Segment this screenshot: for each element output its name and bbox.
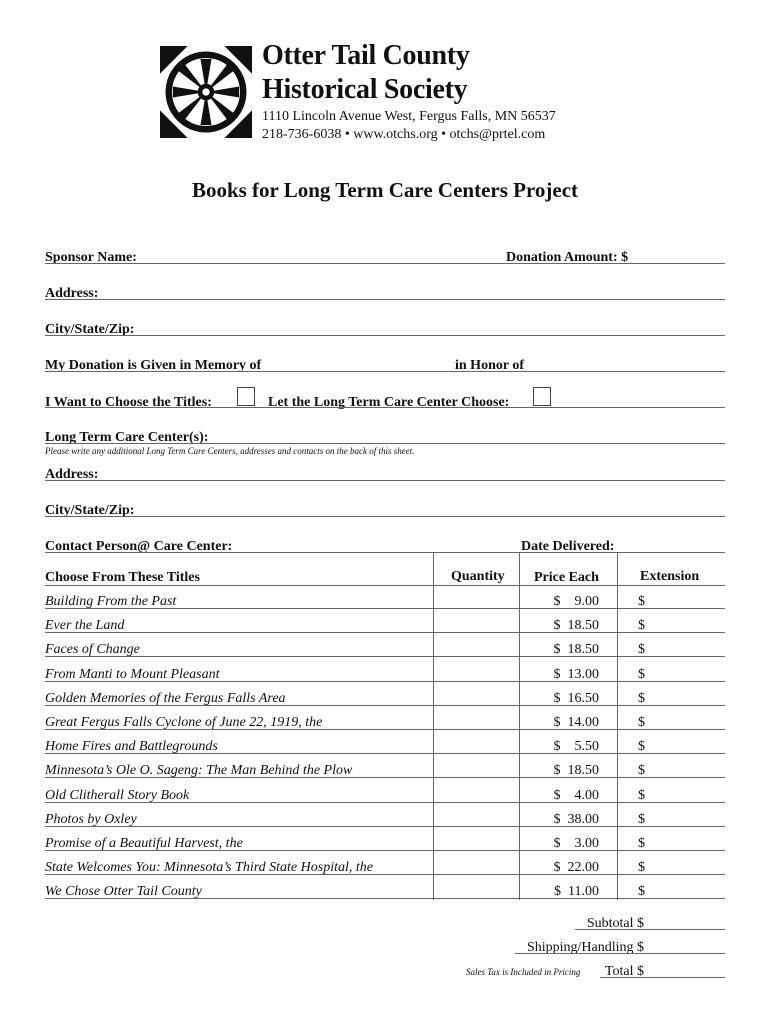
book-title: Old Clitherall Story Book <box>45 788 190 803</box>
memory-honor-field[interactable] <box>45 371 725 372</box>
book-price: $ 14.00 <box>553 715 599 730</box>
memory-label: My Donation is Given in Memory of <box>45 358 262 373</box>
col-header-price: Price Each <box>534 570 599 585</box>
subtotal-label: Subtotal $ <box>586 916 644 931</box>
table-row-divider <box>45 898 725 899</box>
quantity-cell[interactable] <box>434 713 519 733</box>
let-center-choose-label: Let the Long Term Care Center Choose: <box>268 395 510 410</box>
care-centers-note: Please write any additional Long Term Care Centers, addresses and contacts on the back of this sheet. <box>45 446 415 456</box>
choose-titles-checkbox[interactable] <box>237 387 255 406</box>
col-header-extension: Extension <box>640 569 700 584</box>
book-price: $ 13.00 <box>553 667 599 682</box>
book-title: Faces of Change <box>45 642 140 657</box>
table-row-divider <box>45 608 725 609</box>
book-price: $ 22.00 <box>553 860 599 875</box>
care-centers-label: Long Term Care Center(s): <box>45 430 209 445</box>
book-title: Home Fires and Battlegrounds <box>45 739 218 754</box>
page-title: Books for Long Term Care Centers Project <box>191 178 579 202</box>
total-field[interactable] <box>600 977 725 978</box>
table-header-divider <box>45 585 725 586</box>
table-row-divider <box>45 705 725 706</box>
extension-cell[interactable]: $ <box>638 788 645 803</box>
book-title: Golden Memories of the Fergus Falls Area <box>45 691 286 706</box>
book-price: $ 3.00 <box>553 836 599 851</box>
table-row-divider <box>45 681 725 682</box>
table-row-divider <box>45 656 725 657</box>
org-name-line2: Historical Society <box>262 74 468 105</box>
sales-tax-note: Sales Tax is Included in Pricing <box>466 967 581 977</box>
table-row-divider <box>45 753 725 754</box>
quantity-cell[interactable] <box>434 616 519 636</box>
address-field[interactable] <box>45 299 725 300</box>
org-address: 1110 Lincoln Avenue West, Fergus Falls, MN 56537 <box>262 109 556 124</box>
contact-person-label: Contact Person@ Care Center: <box>45 539 233 554</box>
book-price: $ 18.50 <box>553 618 599 633</box>
book-title: Photos by Oxley <box>45 812 137 827</box>
quantity-cell[interactable] <box>434 592 519 612</box>
date-delivered-label: Date Delivered: <box>521 539 615 554</box>
table-row-divider <box>45 777 725 778</box>
donation-amount-label: Donation Amount: $ <box>506 250 629 265</box>
book-price: $ 18.50 <box>553 642 599 657</box>
book-price: $ 16.50 <box>553 691 599 706</box>
society-logo-icon <box>160 46 252 138</box>
let-center-choose-checkbox[interactable] <box>533 387 551 406</box>
extension-cell[interactable]: $ <box>638 667 645 682</box>
book-title: Building From the Past <box>45 594 177 609</box>
table-row-divider <box>45 874 725 875</box>
extension-cell[interactable]: $ <box>638 884 645 899</box>
address-label: Address: <box>45 286 99 301</box>
quantity-cell[interactable] <box>434 786 519 806</box>
extension-cell[interactable]: $ <box>638 763 645 778</box>
sponsor-name-label: Sponsor Name: <box>45 250 137 265</box>
care-city-state-zip-field[interactable] <box>45 516 725 517</box>
care-centers-field[interactable] <box>45 443 725 444</box>
extension-cell[interactable]: $ <box>638 860 645 875</box>
city-state-zip-field[interactable] <box>45 335 725 336</box>
shipping-label: Shipping/Handling $ <box>526 940 644 955</box>
col-header-titles: Choose From These Titles <box>45 570 200 585</box>
book-title: From Manti to Mount Pleasant <box>45 667 220 682</box>
org-contact: 218-736-6038 • www.otchs.org • otchs@prtel.com <box>262 127 546 142</box>
quantity-cell[interactable] <box>434 882 519 902</box>
table-row-divider <box>45 850 725 851</box>
quantity-cell[interactable] <box>434 665 519 685</box>
choose-divider <box>45 407 725 408</box>
extension-cell[interactable]: $ <box>638 594 645 609</box>
extension-cell[interactable]: $ <box>638 739 645 754</box>
book-price: $ 4.00 <box>553 788 599 803</box>
book-price: $ 9.00 <box>553 594 599 609</box>
book-title: Ever the Land <box>45 618 125 633</box>
table-row-divider <box>45 632 725 633</box>
col-header-quantity: Quantity <box>451 569 505 584</box>
extension-cell[interactable]: $ <box>638 691 645 706</box>
book-price: $ 5.50 <box>553 739 599 754</box>
subtotal-field[interactable] <box>575 929 725 930</box>
table-divider-extension <box>617 553 618 900</box>
quantity-cell[interactable] <box>434 834 519 854</box>
extension-cell[interactable]: $ <box>638 812 645 827</box>
choose-titles-label: I Want to Choose the Titles: <box>45 395 212 410</box>
quantity-cell[interactable] <box>434 689 519 709</box>
honor-label: in Honor of <box>455 358 524 373</box>
city-state-zip-label: City/State/Zip: <box>45 322 135 337</box>
extension-cell[interactable]: $ <box>638 715 645 730</box>
book-price: $ 38.00 <box>553 812 599 827</box>
extension-cell[interactable]: $ <box>638 836 645 851</box>
book-title: We Chose Otter Tail County <box>45 884 202 899</box>
book-title: Great Fergus Falls Cyclone of June 22, 1919, the <box>45 715 323 730</box>
table-row-divider <box>45 802 725 803</box>
table-row-divider <box>45 826 725 827</box>
book-title: Promise of a Beautiful Harvest, the <box>45 836 243 851</box>
quantity-cell[interactable] <box>434 737 519 757</box>
quantity-cell[interactable] <box>434 640 519 660</box>
book-title: Minnesota’s Ole O. Sageng: The Man Behind the Plow <box>45 763 353 778</box>
care-address-field[interactable] <box>45 480 725 481</box>
book-price: $ 11.00 <box>554 884 599 899</box>
quantity-cell[interactable] <box>434 761 519 781</box>
contact-date-field[interactable] <box>45 552 725 553</box>
total-label: Total $ <box>604 964 644 979</box>
shipping-field[interactable] <box>515 953 725 954</box>
extension-cell[interactable]: $ <box>638 642 645 657</box>
quantity-cell[interactable] <box>434 858 519 878</box>
quantity-cell[interactable] <box>434 810 519 830</box>
table-row-divider <box>45 729 725 730</box>
extension-cell[interactable]: $ <box>638 618 645 633</box>
care-address-label: Address: <box>45 467 99 482</box>
org-name-line1: Otter Tail County <box>262 40 470 71</box>
book-price: $ 18.50 <box>553 763 599 778</box>
care-city-state-zip-label: City/State/Zip: <box>45 503 135 518</box>
book-title: State Welcomes You: Minnesota’s Third State Hospital, the <box>45 860 373 875</box>
